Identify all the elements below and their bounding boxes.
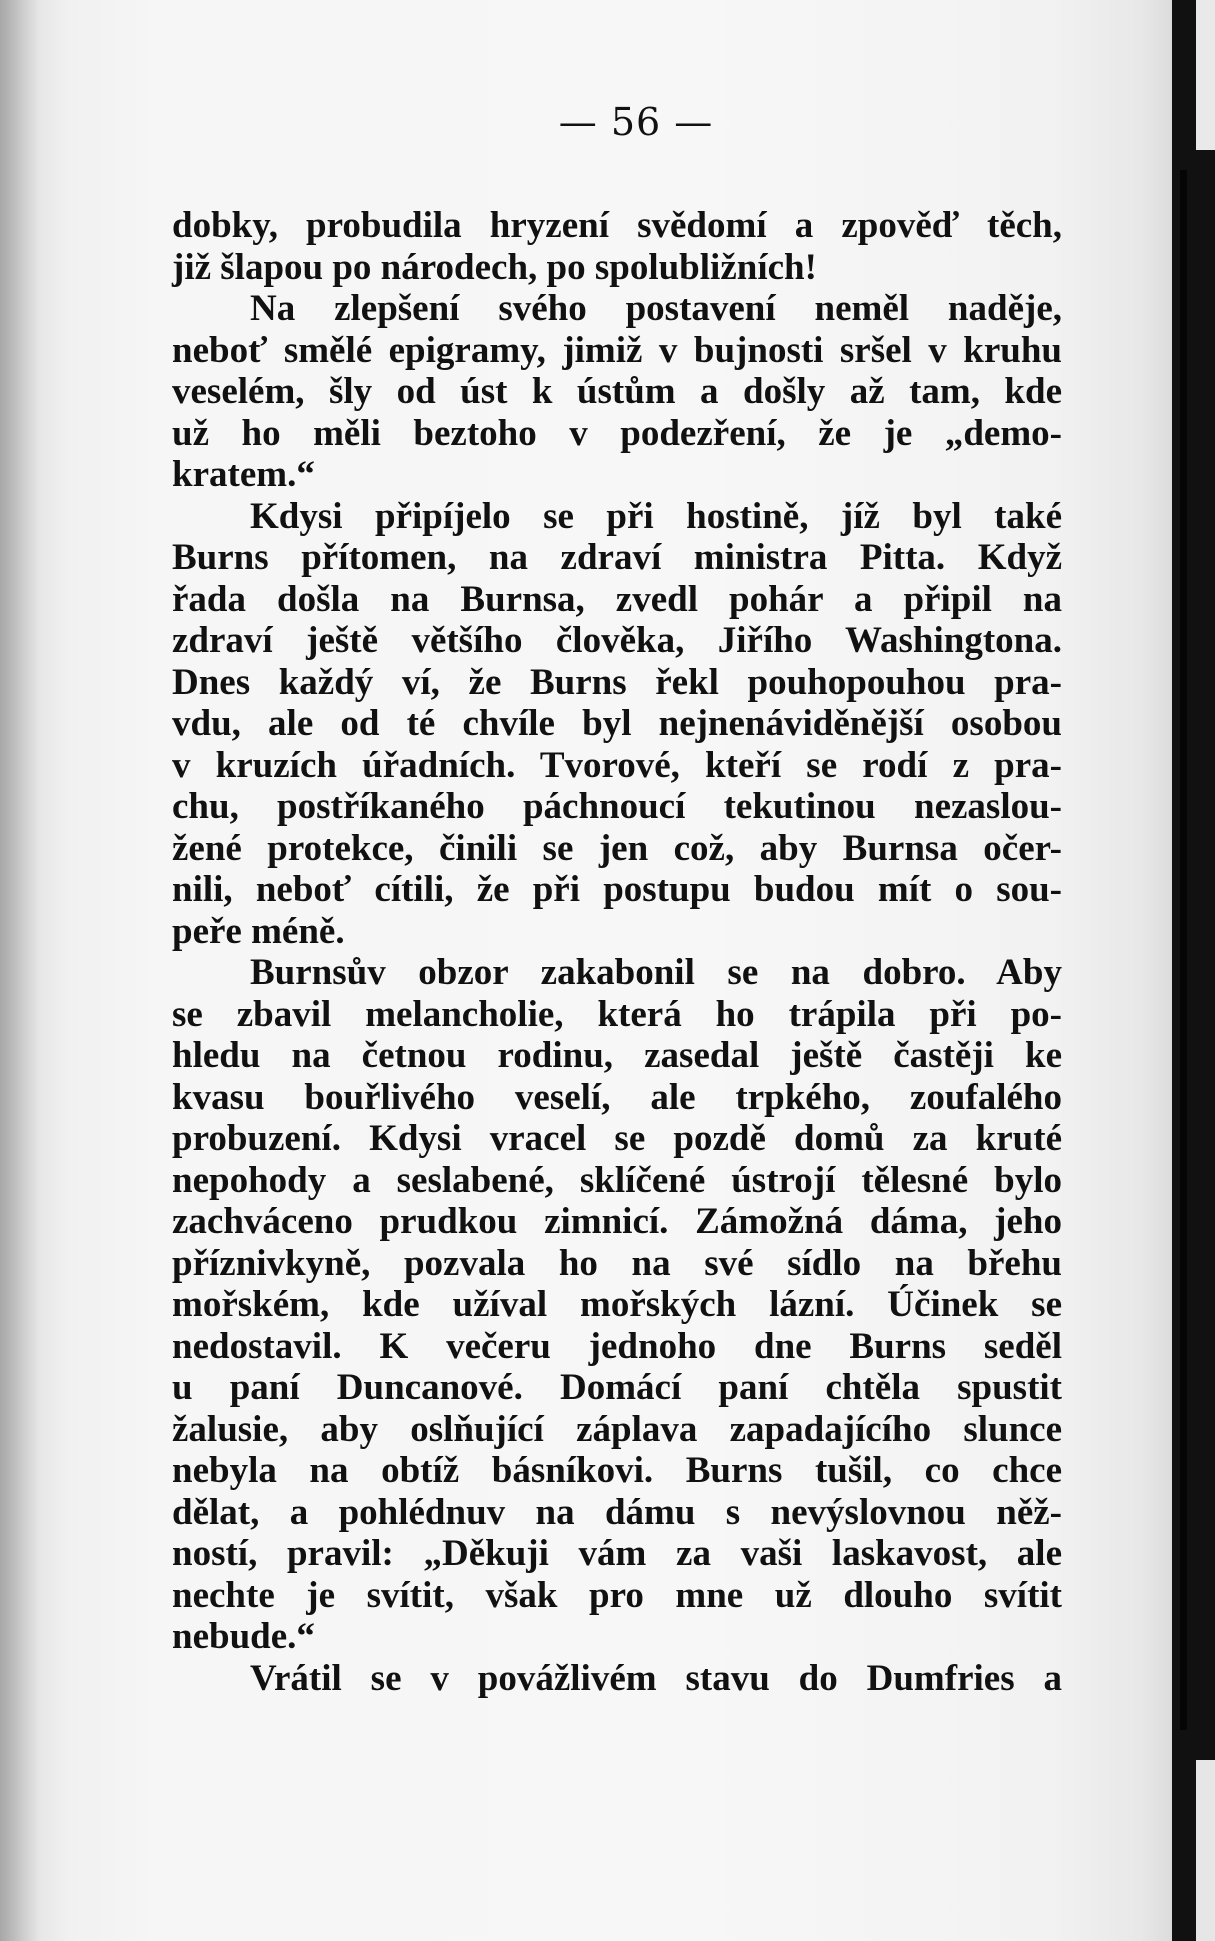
text-line: peře méně. bbox=[172, 910, 345, 952]
text-line: u paní Duncanové. Domácí paní chtěla spustit bbox=[172, 1367, 1062, 1408]
text-line: nepohody a seslabené, sklíčené ústrojí tělesné bylo bbox=[172, 1159, 1062, 1201]
book-edge bbox=[1172, 0, 1215, 1941]
text-line: nedostavil. K večeru jednoho dne Burns seděl bbox=[172, 1325, 1062, 1367]
text-line: zdraví ještě většího člověka, Jiřího Washingtona. bbox=[172, 620, 1062, 661]
book-edge-line bbox=[1180, 170, 1187, 1730]
page-number: — 56 — bbox=[558, 100, 714, 144]
text-line: veselém, šly od úst k ústům a došly až tam, kde bbox=[172, 371, 1062, 412]
text-line: vdu, ale od té chvíle byl nejnenáviděnější osobou bbox=[172, 703, 1062, 744]
text-line: nechte je svítit, však pro mne už dlouho svítit bbox=[172, 1574, 1062, 1616]
text-line: neboť smělé epigramy, jimiž v bujnosti sršel v kruhu bbox=[172, 329, 1062, 371]
text-line: příznivkyně, pozvala ho na své sídlo na břehu bbox=[172, 1242, 1062, 1284]
text-line: Burnsův obzor zakabonil se na dobro. Aby bbox=[250, 952, 1062, 993]
text-line: Vrátil se v povážlivém stavu do Dumfries a bbox=[250, 1657, 1062, 1699]
text-line: dělat, a pohlédnuv na dámu s nevýslovnou něž- bbox=[172, 1491, 1062, 1533]
text-line: hledu na četnou rodinu, zasedal ještě častěji ke bbox=[172, 1035, 1062, 1076]
text-line: Burns přítomen, na zdraví ministra Pitta. Když bbox=[172, 537, 1062, 578]
text-line: v kruzích úřadních. Tvorové, kteří se rodí z pra- bbox=[172, 744, 1062, 786]
text-line: žené protekce, činili se jen což, aby Burnsa očer- bbox=[172, 827, 1062, 869]
text-line: mořském, kde užíval mořských lázní. Účinek se bbox=[172, 1284, 1062, 1325]
text-line: probuzení. Kdysi vracel se pozdě domů za kruté bbox=[172, 1118, 1062, 1159]
text-line: dobky, probudila hryzení svědomí a zpověď těch, bbox=[172, 205, 1062, 246]
text-line: chu, postříkaného páchnoucí tekutinou nezaslou- bbox=[172, 786, 1062, 827]
text-line: Na zlepšení svého postavení neměl naděje, bbox=[250, 288, 1062, 329]
text-line: se zbavil melancholie, která ho trápila při po- bbox=[172, 993, 1062, 1035]
text-line: Dnes každý ví, že Burns řekl pouhopouhou pra- bbox=[172, 661, 1062, 703]
text-line: Kdysi připíjelo se při hostině, jíž byl také bbox=[250, 495, 1062, 537]
text-line: nebyla na obtíž básníkovi. Burns tušil, co chce bbox=[172, 1450, 1062, 1491]
text-line: žalusie, aby oslňující záplava zapadajícího slunce bbox=[172, 1408, 1062, 1450]
text-line: již šlapou po národech, po spolubližních! bbox=[172, 246, 817, 288]
body-text bbox=[172, 205, 1062, 1699]
gutter-shadow bbox=[0, 0, 40, 1941]
text-line: už ho měli beztoho v podezření, že je „demo- bbox=[172, 412, 1062, 454]
text-line: nili, neboť cítili, že při postupu budou mít o sou- bbox=[172, 869, 1062, 910]
text-line: kratem.“ bbox=[172, 454, 315, 495]
text-line: řada došla na Burnsa, zvedl pohár a připil na bbox=[172, 578, 1062, 620]
text-line: kvasu bouřlivého veselí, ale trpkého, zoufalého bbox=[172, 1076, 1062, 1118]
book-edge-highlight bbox=[1196, 0, 1215, 150]
text-line: ností, pravil: „Děkuji vám za vaši laskavost, ale bbox=[172, 1533, 1062, 1574]
text-line: nebude.“ bbox=[172, 1616, 315, 1657]
book-edge-highlight bbox=[1196, 1760, 1215, 1941]
text-line: zachváceno prudkou zimnicí. Zámožná dáma, jeho bbox=[172, 1201, 1062, 1242]
